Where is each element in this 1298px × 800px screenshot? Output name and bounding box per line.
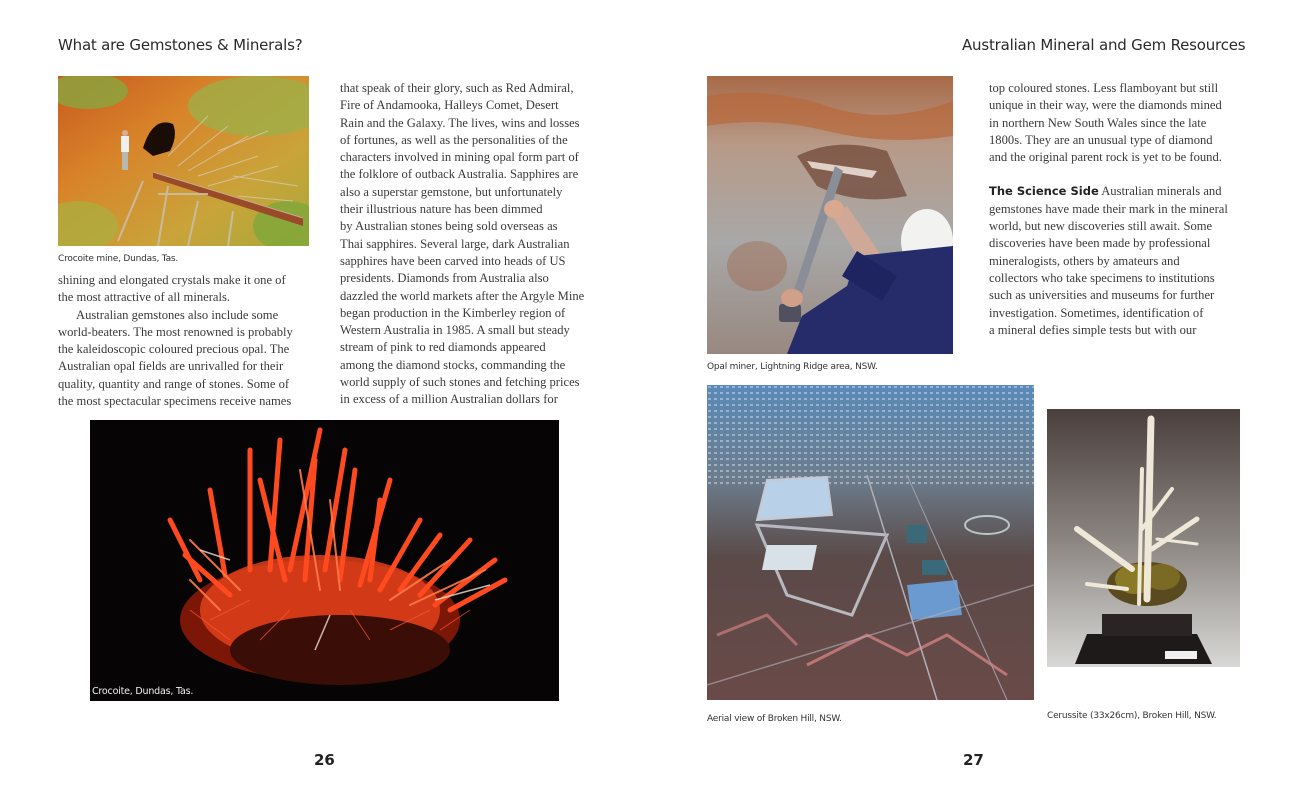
text-line: investigation. Sometimes, identification of <box>989 305 1204 320</box>
cerussite-photo <box>1047 409 1240 667</box>
text-line: Australian gemstones also include some <box>76 307 279 322</box>
left-running-head: What are Gemstones & Minerals? <box>58 36 303 54</box>
text-line: sapphires have been carved into heads of US <box>340 253 566 268</box>
left-column-1 <box>58 272 310 410</box>
text-line: mineralogists, others by amateurs and <box>989 253 1180 268</box>
cerussite-caption: Cerussite (33x26cm), Broken Hill, NSW. <box>1047 711 1217 721</box>
text-line: their illustrious nature has been dimmed <box>340 202 543 217</box>
text-line: shining and elongated crystals make it one of <box>58 273 286 287</box>
paragraph-spacer <box>989 166 1239 183</box>
text-line: 1800s. They are an unusual type of diamond <box>989 132 1213 147</box>
science-side-heading: The Science Side <box>989 184 1099 199</box>
text-line: world-beaters. The most renowned is probably <box>58 324 293 339</box>
left-column-2 <box>340 80 602 409</box>
text-fragment: Australian minerals and <box>1098 184 1222 199</box>
text-line: and the original parent rock is yet to be found. <box>989 150 1222 165</box>
text-line: quality, quantity and range of stones. Some of <box>58 376 290 391</box>
crocoite-specimen-photo <box>90 420 559 701</box>
text-line: top coloured stones. Less flamboyant but still <box>989 81 1219 95</box>
text-line: such as universities and museums for further <box>989 288 1215 303</box>
opal-miner-photo <box>707 76 953 354</box>
text-line: that speak of their glory, such as Red Admiral, <box>340 81 574 95</box>
text-line: collectors who take specimens to institutions <box>989 270 1215 285</box>
text-line: Thai sapphires. Several large, dark Australian <box>340 236 570 251</box>
text-line: Rain and the Galaxy. The lives, wins and losses <box>340 115 580 130</box>
text-line: of fortunes, as well as the personalities of the <box>340 132 568 147</box>
text-line: characters involved in mining opal form part of <box>340 150 579 165</box>
text-line: presidents. Diamonds from Australia also <box>340 271 549 286</box>
broken-hill-aerial-photo <box>707 385 1034 700</box>
text-line: the most spectacular specimens receive names <box>58 394 292 409</box>
text-line: a mineral defies simple tests but with our <box>989 322 1197 337</box>
right-column-1 <box>989 80 1239 339</box>
text-line: the kaleidoscopic coloured precious opal. The <box>58 342 290 357</box>
text-line: discoveries have been made by professional <box>989 236 1211 251</box>
text-line: Western Australia in 1985. A small but steady <box>340 323 570 338</box>
science-side-first-line <box>989 183 1239 200</box>
text-line: also a superstar gemstone, but unfortunately <box>340 184 563 199</box>
text-line: by Australian stones being sold overseas as <box>340 219 558 234</box>
text-line: stream of pink to red diamonds appeared <box>340 340 546 355</box>
text-line: unique in their way, were the diamonds mined <box>989 98 1222 113</box>
text-line: Australian opal fields are unrivalled for their <box>58 359 284 374</box>
text-line: in northern New South Wales since the late <box>989 115 1207 130</box>
text-line: gemstones have made their mark in the mineral <box>989 201 1228 216</box>
crocoite-specimen-caption: Crocoite, Dundas, Tas. <box>92 686 194 697</box>
right-page-number: 27 <box>963 751 984 769</box>
text-line: the most attractive of all minerals. <box>58 290 231 305</box>
opal-miner-caption: Opal miner, Lightning Ridge area, NSW. <box>707 362 878 372</box>
crocoite-mine-photo <box>58 76 309 246</box>
left-page-number: 26 <box>314 751 335 769</box>
text-line: dazzled the world markets after the Argyle Mine <box>340 288 585 303</box>
crocoite-mine-caption: Crocoite mine, Dundas, Tas. <box>58 254 179 264</box>
right-running-head: Australian Mineral and Gem Resources <box>962 36 1246 54</box>
text-line: world supply of such stones and fetching prices <box>340 375 580 390</box>
text-line: among the diamond stocks, commanding the <box>340 357 566 372</box>
text-line: in excess of a million Australian dollars for <box>340 392 558 407</box>
text-line: Fire of Andamooka, Halleys Comet, Desert <box>340 98 559 113</box>
broken-hill-aerial-caption: Aerial view of Broken Hill, NSW. <box>707 714 842 724</box>
text-line: world, but new discoveries still await. Some <box>989 219 1213 234</box>
text-line: began production in the Kimberley region of <box>340 305 566 320</box>
text-line: the folklore of outback Australia. Sapphires are <box>340 167 579 182</box>
